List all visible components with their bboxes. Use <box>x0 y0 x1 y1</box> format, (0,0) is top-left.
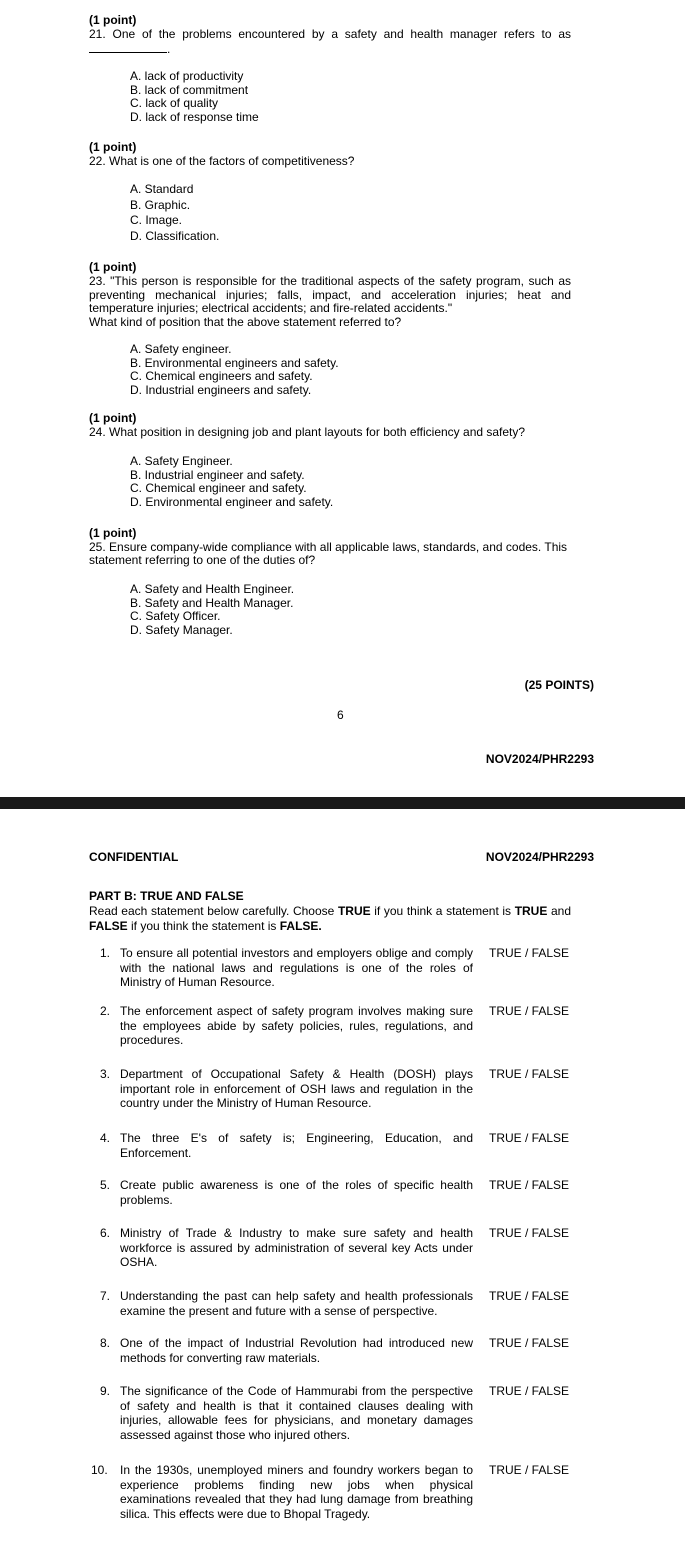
question-21-text: 21. One of the problems encountered by a safety and health manager refers to as <box>89 27 571 41</box>
header-confidential: CONFIDENTIAL <box>89 850 179 864</box>
option-c: C. Chemical engineers and safety. <box>130 369 313 383</box>
option-a: A. Standard <box>130 182 194 196</box>
question-22-points: (1 point) <box>89 140 137 154</box>
true-false-answer: TRUE / FALSE <box>489 1336 570 1350</box>
page-number: 6 <box>337 708 344 722</box>
option-b: B. Safety and Health Manager. <box>130 595 294 610</box>
footer-code: NOV2024/PHR2293 <box>485 752 594 766</box>
total-points: (25 POINTS) <box>524 678 594 692</box>
true-false-answer: TRUE / FALSE <box>489 1004 570 1018</box>
question-24-text: 24. What position in designing job and plant layouts for both efficiency and safety? <box>89 425 526 439</box>
option-c: C. Image. <box>130 213 183 227</box>
question-22-text: 22. What is one of the factors of competitiveness? <box>89 154 355 168</box>
option-a: A. lack of productivity <box>130 69 244 83</box>
true-false-answer: TRUE / FALSE <box>489 1289 570 1303</box>
exam-page-7: CONFIDENTIAL NOV2024/PHR2293 PART B: TRUE AND FALSE Read each statement below carefully. Choose TRUE if you think a statement is TRUE and FALSE if you think the statement is FALSE. 1. To ensure all potential investors and employers oblige and comply with the national laws and regulations is one of the roles of Ministry of Human Resource. TRUE / FALSE 2. The enforcement aspect of safety program involves making sure the employees abide by safety policies, rules, regulations, and procedures. TRUE / FALSE 3. Department of Occupational Safety & Health (DOSH) plays important role in enforcement of OSH laws and regulation in the country under the Ministry of Human Resource. TRUE / FALSE 4. The three E's of safety is; Engineering, Education, and Enforcement. TRUE / FALSE 5. Create public awareness is one of the roles of specific health problems. TRUE / FALSE 6. Ministry of Trade & Industry to make sure safety and health workforce is assured by administration of several key Acts under OSHA. TRUE / FALSE 7. Understanding the past can help safety and health professionals examine the present and future with a sense of perspective. TRUE / FALSE 8. One of the impact of Industrial Revolution had introduced new methods for converting raw materials. TRUE / FALSE 9. The significance of the Code of Hammurabi from the perspective of safety and health is that it contained clauses dealing with injuries, allowable fees for physicians, and monetary damages assessed against those who injured others. TRUE / FALSE 10. In the 1930s, unemployed miners and foundry workers began to experience problems finding new jobs when physical examinations revealed that they had lung damage from breathing silica. This effects were due to Bhopal Tragedy. TRUE / FALSE <box>0 809 685 1553</box>
option-c: C. lack of quality <box>130 96 219 110</box>
page-divider <box>0 797 685 809</box>
true-false-answer: TRUE / FALSE <box>489 1178 570 1192</box>
question-24-options <box>130 455 333 509</box>
question-23-subtext: What kind of position that the above statement referred to? <box>89 315 402 329</box>
true-false-answer: TRUE / FALSE <box>489 1131 570 1145</box>
question-23-text: 23. "This person is responsible for the traditional aspects of the safety program, such as preventing mechanical injuries; falls, impact, and acceleration injuries; heat and temperature injuries; electrical accidents; and fire-related accidents." <box>89 274 571 315</box>
option-a: A. Safety engineer. <box>130 342 232 356</box>
option-a: A. Safety Engineer. <box>130 454 233 468</box>
header-code: NOV2024/PHR2293 <box>485 850 594 864</box>
option-d: D. Classification. <box>130 228 220 243</box>
section-title: PART B: TRUE AND FALSE <box>89 889 244 903</box>
option-d: D. Environmental engineer and safety. <box>130 494 334 509</box>
option-d: D. Safety Manager. <box>130 622 233 637</box>
true-false-answer: TRUE / FALSE <box>489 1226 570 1240</box>
question-25-text: 25. Ensure company-wide compliance with all applicable laws, standards, and codes. This statement referring to one of the duties of? <box>89 540 568 567</box>
option-b: B. Industrial engineer and safety. <box>130 467 305 482</box>
true-false-answer: TRUE / FALSE <box>489 1384 570 1398</box>
question-23-options <box>130 343 339 397</box>
section-instruction: Read each statement below carefully. Choose TRUE if you think a statement is TRUE and FALSE if you think the statement is FALSE. <box>89 904 571 933</box>
question-25-options <box>130 583 294 637</box>
option-b: B. Environmental engineers and safety. <box>130 355 339 370</box>
true-false-answer: TRUE / FALSE <box>489 1463 570 1477</box>
option-a: A. Safety and Health Engineer. <box>130 582 295 596</box>
option-c: C. Chemical engineer and safety. <box>130 481 307 495</box>
question-21-points: (1 point) <box>89 13 137 27</box>
option-b: B. lack of commitment <box>130 82 249 97</box>
true-false-answer: TRUE / FALSE <box>489 1067 570 1081</box>
question-21-options <box>130 70 259 124</box>
true-false-answer: TRUE / FALSE <box>489 946 570 960</box>
option-b: B. Graphic. <box>130 197 191 212</box>
option-d: D. lack of response time <box>130 109 259 124</box>
question-21-blank: . <box>89 43 170 55</box>
option-d: D. Industrial engineers and safety. <box>130 382 312 397</box>
question-22-options <box>130 182 219 244</box>
question-23-points: (1 point) <box>89 260 137 274</box>
option-c: C. Safety Officer. <box>130 609 221 623</box>
answer-blank <box>89 43 167 53</box>
question-25-points: (1 point) <box>89 526 137 540</box>
question-24-points: (1 point) <box>89 411 137 425</box>
